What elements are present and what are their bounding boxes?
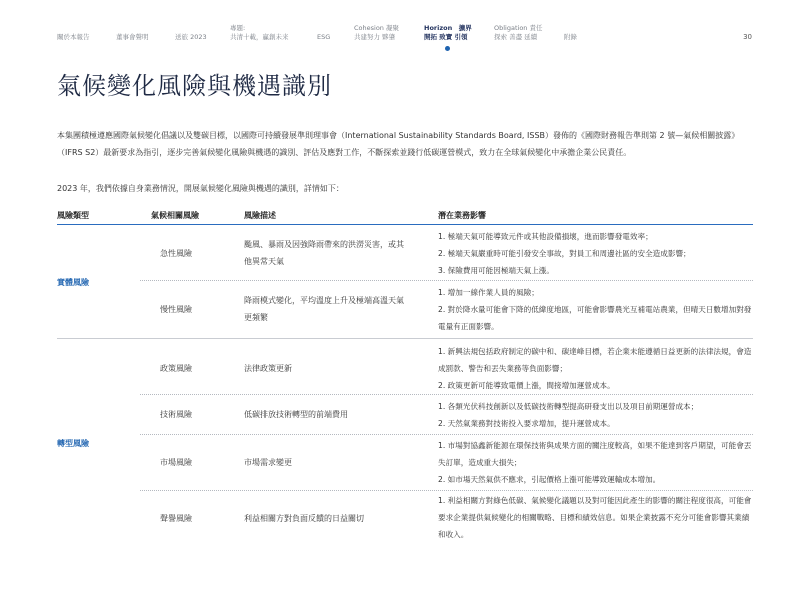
risk-name: 政策風險 (160, 364, 192, 373)
business-impact (438, 492, 756, 543)
nav-item-chairman[interactable]: 董事會聲明 (116, 33, 149, 41)
nav-item-feature[interactable] (230, 24, 289, 42)
risk-description: 降雨模式變化，平均溫度上升及極端高溫天氣更頻繁 (244, 296, 404, 322)
risk-name: 技術風險 (160, 410, 192, 419)
business-impact (438, 398, 756, 432)
intro-paragraph: 本集團積極遵應國際氣候變化倡議以及雙碳目標，以國際可持續發展準則理事會（International Sustainability Standards Board, ISSB）發佈的《國際財務報告準則第 2 號—氣候相關披露》（IFRS S2）最新要求為指引，逐步完善氣候變化風險與機遇的識別、評估及應對工作，不斷探索並踐行低碳運營模式，致力在全球氣候變化中承擔企業公民責任。 (57, 131, 740, 157)
impact-line: 1. 新興法規包括政府制定的碳中和、碳達峰目標，若企業未能遵循日益更新的法律法規，會造成罰款、警告和丟失業務等負面影響； (438, 347, 752, 373)
nav-item-about[interactable]: 關於本報告 (57, 33, 90, 41)
risk-description: 颱風、暴雨及因強降雨帶來的洪澇災害，或其他異常天氣 (244, 240, 404, 266)
impact-line: 1. 各類光伏科技創新以及低碳技術轉型提高研發支出以及項目前期運營成本； (438, 402, 699, 411)
nav-item-feature-line1: 專題: (230, 24, 246, 32)
nav-item-cohesion-line2: 共建努力 夥肇 (354, 33, 396, 41)
nav-item-horizon-line2: 開拓 致實 引領 (424, 33, 468, 41)
header-risk-type: 風險類型 (57, 211, 89, 220)
impact-line: 2. 對於降水量可能會下降的低緯度地區，可能會影響農光互補電站農業，但晴天日數增加對發電量有正面影響。 (438, 305, 752, 331)
header-risk-description: 風險描述 (244, 211, 276, 220)
header-climate-risk: 氣候相關風險 (151, 211, 199, 220)
header-business-impact: 潛在業務影響 (438, 211, 486, 220)
nav-item-obligation-line1: Obligation 責任 (494, 24, 543, 32)
active-nav-indicator (445, 46, 450, 51)
nav-item-feature-line2: 共清十載，贏創未来 (230, 33, 289, 41)
nav-item-cohesion-line1: Cohesion 凝聚 (354, 24, 399, 32)
nav-item-obligation-line2: 探索 善盡 延續 (494, 33, 538, 41)
business-impact (438, 284, 756, 335)
nav-item-esg[interactable]: ESG (317, 33, 331, 41)
impact-line: 2. 極端天氣嚴重時可能引發安全事故，對員工和周邊社區的安全造成影響； (438, 249, 691, 258)
top-navigation (0, 0, 809, 52)
risk-name: 慢性風險 (160, 305, 192, 314)
business-impact (438, 228, 756, 279)
row-divider (140, 434, 753, 435)
nav-item-review[interactable]: 送旅 2023 (175, 33, 207, 41)
impact-line: 1. 極端天氣可能導致元件或其他設備損壞，進而影響發電效率； (438, 232, 653, 241)
page-number: 30 (743, 33, 752, 41)
business-impact (438, 437, 756, 488)
category-physical-risk: 實體風險 (57, 278, 89, 287)
impact-line: 1. 市場對協鑫新能源在環保技術與成果方面的關注度較高，如果不能達到客戶期望，可能會丟失訂單，造成重大損失； (438, 441, 752, 467)
impact-line: 2. 政策更新可能導致電價上漲，間接增加運營成本。 (438, 381, 615, 390)
risk-name: 聲譽風險 (160, 514, 192, 523)
table-header (57, 207, 753, 225)
impact-line: 3. 保險費用可能因極端天氣上漲。 (438, 266, 554, 275)
page-title: 氣候變化風險與機遇識別 (57, 72, 332, 100)
row-divider (140, 394, 753, 395)
group-divider (57, 338, 753, 339)
nav-item-horizon-line1: Horizon 擴界 (424, 24, 472, 32)
risk-name: 急性風險 (160, 249, 192, 258)
impact-line: 1. 增加一線作業人員的風險； (438, 288, 539, 297)
category-transition-risk: 轉型風險 (57, 439, 89, 448)
impact-line: 2. 如市場天然氣供不應求，引起價格上漲可能導致運輸成本增加。 (438, 475, 661, 484)
risk-description: 法律政策更新 (244, 364, 292, 373)
nav-item-obligation[interactable] (494, 24, 542, 42)
impact-line: 1. 利益相關方對綠色低碳、氣候變化議題以及對可能因此產生的影響的關注程度很高，可能會要求企業提供氣候變化的相關戰略、目標和績效信息。如果企業披露不充分可能會影響其業績和收入。 (438, 496, 752, 539)
risk-name: 市場風險 (160, 458, 192, 467)
row-divider (140, 490, 753, 491)
lead-sentence: 2023 年，我們依據自身業務情況，開展氣候變化風險與機遇的識別，詳情如下： (57, 184, 344, 193)
nav-item-cohesion[interactable] (354, 24, 399, 42)
nav-item-appendix[interactable]: 附錄 (564, 33, 577, 41)
risk-description: 利益相關方對負面反饋的日益關切 (244, 514, 364, 523)
nav-item-horizon[interactable] (424, 24, 472, 42)
risk-description: 低碳排放技術轉型的前端費用 (244, 410, 348, 419)
business-impact (438, 343, 756, 394)
impact-line: 2. 天然氣業務對技術投入要求增加，提升運營成本。 (438, 419, 615, 428)
row-divider (140, 280, 753, 281)
risk-description: 市場需求變更 (244, 458, 292, 467)
